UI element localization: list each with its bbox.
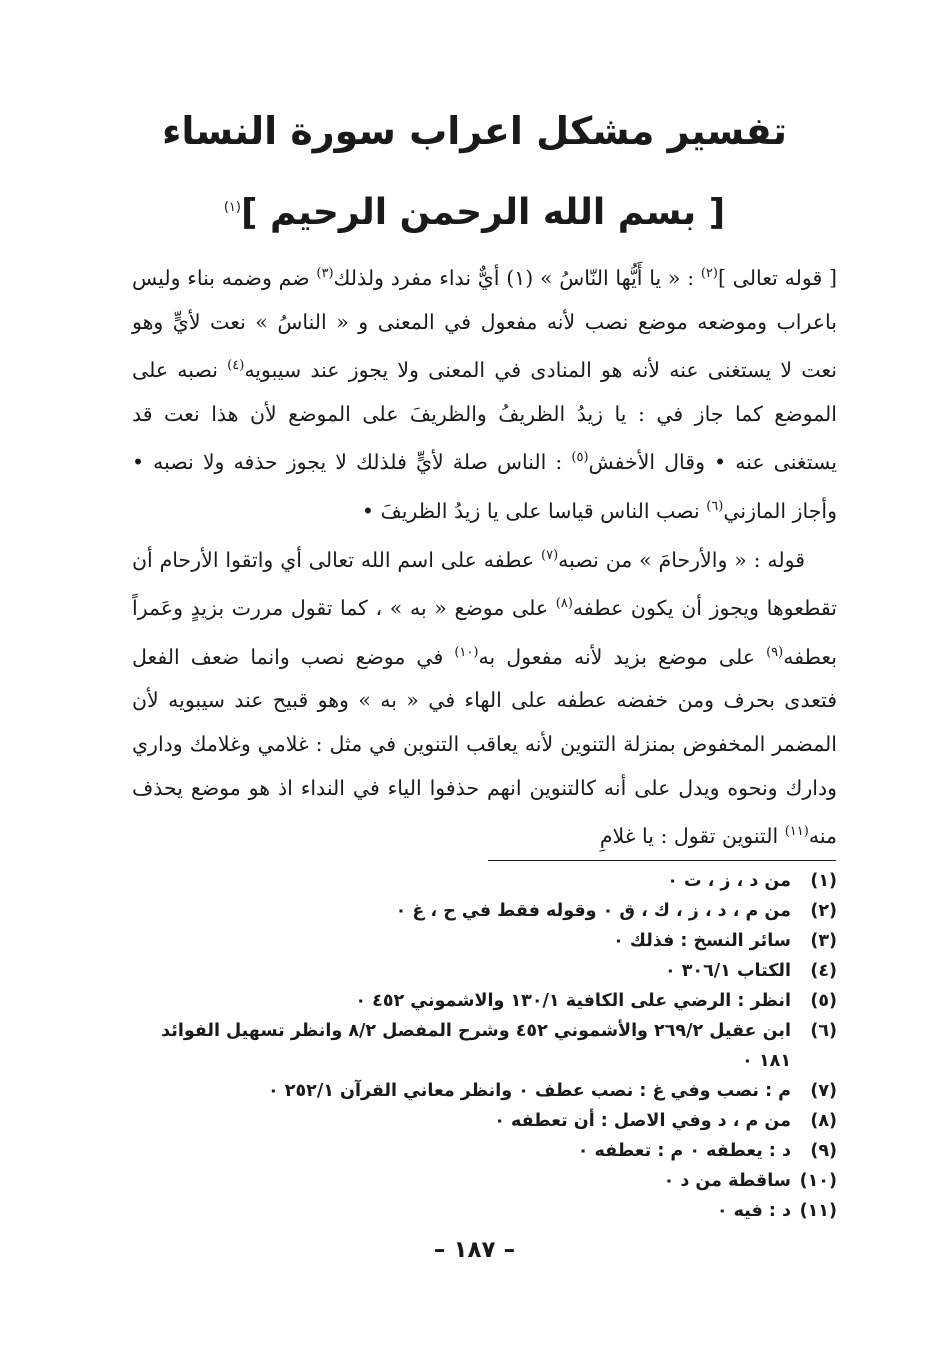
footnote-number: (٧)	[810, 1081, 837, 1101]
paragraph-text: [ قوله تعالى ]	[717, 265, 837, 290]
footnote	[132, 1136, 837, 1166]
paragraph-text: نصبه على الموضع كما جاز في : يا زيدُ الظريفُ والظريفَ على الموضع لأن هذا نعت قد يستغنى عنه • وقال الأخفش	[132, 358, 837, 475]
footnote-number: (٢)	[810, 901, 837, 921]
footnote-separator	[488, 860, 836, 861]
footnote-number: (١)	[810, 871, 837, 891]
footnote-number: (٣)	[810, 931, 837, 951]
footnote	[132, 956, 837, 986]
footnote-number: (٥)	[810, 991, 837, 1011]
footnote-text: الكتاب ٣٠٦/١ ٠	[664, 961, 791, 981]
footnote	[132, 1106, 837, 1136]
paragraph	[132, 252, 837, 534]
footnote	[132, 896, 837, 926]
paragraph-text: : الناس صلة لأيٍّ فلذلك لا يجوز حذفه ولا نصبه • وأجاز المازني	[132, 450, 837, 523]
page-number: – ١٨٧ –	[433, 1237, 516, 1263]
footnote	[132, 1016, 837, 1076]
footnote	[132, 986, 837, 1016]
footnote-text: من د ، ز ، ت ٠	[667, 871, 791, 891]
footnote-text: من م ، د وفي الاصل : أن تعطفه ٠	[494, 1111, 791, 1131]
basmala-heading	[0, 182, 949, 239]
footnote-number: (٩)	[810, 1141, 837, 1161]
footnote-ref: (١٠)	[454, 644, 479, 660]
body-text	[132, 252, 837, 859]
footnote-text: د : يعطفه ٠ م : تعطفه ٠	[577, 1141, 791, 1161]
paragraph-text: على موضع بزيد لأنه مفعول به	[478, 644, 767, 669]
footnote-number: (٨)	[810, 1111, 837, 1131]
footnote-ref: (٦)	[706, 499, 724, 514]
footnote-ref: (١١)	[784, 824, 809, 840]
paragraph-text: قوله : « والأرحامَ » من نصبه	[558, 547, 805, 572]
footnote-text: ساقطة من د ٠	[663, 1171, 791, 1191]
footnote-ref: (٧)	[541, 547, 559, 563]
footnote-ref: (٣)	[316, 266, 334, 281]
footnote-number: (١١)	[799, 1201, 837, 1221]
basmala-text: [ بسم الله الرحمن الرحيم ]	[240, 192, 726, 233]
footnote-ref: (٨)	[555, 596, 573, 612]
paragraph-text: في موضع نصب وانما ضعف الفعل فتعدى بحرف ومن خفضه عطفه على الهاء في « به » وهو قبيح عند سيبويه لأن المضمر المخفوض بمنزلة التنوين لأنه يعاقب التنوين في مثل : غلامي وغلامك وداري ودارك ونحوه ويدل على أنه كالتنوين انهم حذفوا الياء في النداء اذ هو موضع يحذف منه	[132, 644, 837, 849]
page-title: تفسير مشكل اعراب سورة النساء	[161, 109, 788, 153]
footnote-number: (٦)	[810, 1021, 837, 1041]
paragraph	[132, 534, 837, 859]
paragraph-text: على موضع « به » ، كما تقول مررت بزيدٍ وعَمراً بعطفه	[132, 595, 837, 669]
footnote-text: م : نصب وفي غ : نصب عطف ٠ وانظر معاني القرآن ٢٥٢/١ ٠	[268, 1081, 791, 1101]
footnote-ref: (٥)	[571, 450, 589, 466]
footnote-text: من م ، د ، ز ، ك ، ق ٠ وقوله فقط في ح ، غ ٠	[395, 901, 791, 921]
footnote-ref: (٤)	[227, 358, 245, 374]
paragraph-text: : « يا أَيُّها النّاسُ » (١) أيٌّ نداء مفرد ولذلك	[333, 265, 701, 290]
footnote	[132, 866, 837, 896]
footnote-number: (١٠)	[799, 1171, 837, 1191]
footnote-ref: (١)	[223, 200, 241, 215]
footnotes-list	[132, 866, 837, 1226]
footnote-text: سائر النسخ : فذلك ٠	[613, 931, 791, 951]
footnote	[132, 1196, 837, 1226]
paragraph-text: عطفه على اسم الله تعالى أي واتقوا الأرحام أن تقطعوها ويجوز أن يكون عطفه	[132, 547, 838, 620]
footnote-text: د : فيه ٠	[716, 1201, 791, 1221]
footnote-ref: (٩)	[766, 644, 784, 660]
paragraph-text: ضم وضمه بناء وليس باعراب وموضعه موضع نصب لأنه مفعول في المعنى و « الناسُ » نعت لأيٍّ وهو نعت لا يستغنى عنه لأنه هو المنادى في المعنى ولا يجوز عند سيبويه	[132, 265, 837, 383]
footnote-number: (٤)	[810, 961, 837, 981]
footnote-text: ابن عقيل ٢٦٩/٢ والأشموني ٤٥٢ وشرح المفصل ٨/٢ وانظر تسهيل الفوائد ١٨١ ٠	[161, 1021, 791, 1071]
footnote	[132, 1166, 837, 1196]
footnote	[132, 1076, 837, 1106]
footnote-text: انظر : الرضي على الكافية ١٣٠/١ والاشموني ٤٥٢ ٠	[355, 991, 791, 1011]
footnote	[132, 926, 837, 956]
footnote-ref: (٢)	[700, 266, 718, 281]
paragraph-text: نصب الناس قياسا على يا زيدُ الظريفَ •	[361, 498, 707, 523]
paragraph-text: التنوين تقول : يا غلامِ	[599, 824, 785, 849]
